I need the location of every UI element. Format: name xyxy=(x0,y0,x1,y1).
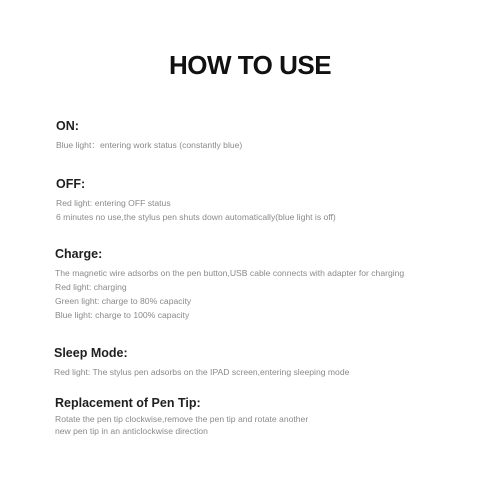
section-sleep-mode xyxy=(54,346,474,379)
off-line-2: 6 minutes no use,the stylus pen shuts down automatically(blue light is off) xyxy=(56,212,336,222)
charge-line-2: Red light: charging xyxy=(55,282,127,292)
sleep-line-1: Red light: The stylus pen adsorbs on the IPAD screen,entering sleeping mode xyxy=(54,367,350,377)
on-line-1: Blue light：entering work status (constantly blue) xyxy=(56,140,243,150)
charge-line-1: The magnetic wire adsorbs on the pen button,USB cable connects with adapter for charging xyxy=(55,268,405,278)
section-heading-pen-tip: Replacement of Pen Tip: xyxy=(55,396,201,410)
section-heading-on: ON: xyxy=(56,119,79,133)
charge-line-4: Blue light: charge to 100% capacity xyxy=(55,310,190,320)
section-heading-charge: Charge: xyxy=(55,247,103,261)
section-off xyxy=(56,177,476,224)
section-on xyxy=(56,119,476,152)
tip-line-2: new pen tip in an anticlockwise direction xyxy=(55,425,208,436)
section-heading-sleep-mode: Sleep Mode: xyxy=(54,346,128,360)
off-line-1: Red light: entering OFF status xyxy=(56,198,171,208)
page-title: HOW TO USE xyxy=(168,50,332,80)
section-pen-tip-replacement xyxy=(55,396,475,437)
section-heading-off: OFF: xyxy=(56,177,86,191)
charge-line-3: Green light: charge to 80% capacity xyxy=(55,296,192,306)
section-charge xyxy=(55,247,475,322)
tip-line-1: Rotate the pen tip clockwise,remove the pen tip and rotate another xyxy=(55,414,309,424)
